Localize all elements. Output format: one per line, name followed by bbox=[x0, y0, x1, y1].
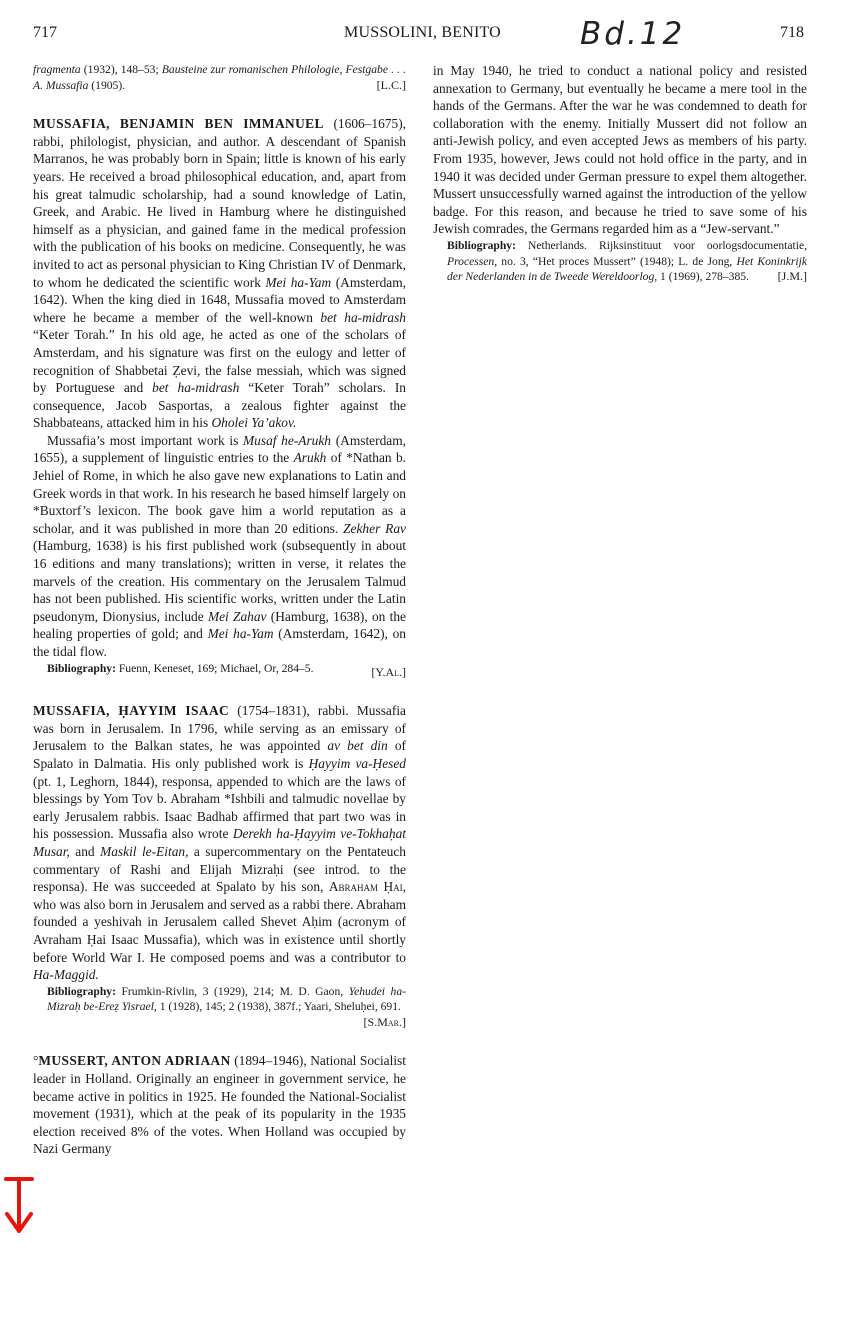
italic-title: Oholei Ya’akov. bbox=[211, 415, 297, 431]
page-number-right: 718 bbox=[780, 24, 804, 41]
italic-title: Processen, bbox=[447, 254, 498, 268]
text: “Keter Torah” scholars. In consequence, Jacob Sasportas, a zealous fighter against the Shabbateans, attacked him in his bbox=[33, 380, 406, 431]
entry-headword: MUSSAFIA, ḤAYYIM ISAAC bbox=[33, 703, 230, 719]
running-head bbox=[0, 16, 845, 52]
text: (Hamburg, 1638) is his first published work (subsequently in about 16 editions and many translations); written in verse, it relates the marvels of the creation. His commentary on the Jerusalem Talmud has not been published. His scientific works, written under the Latin pseudonym, Dionysius, include bbox=[33, 538, 406, 624]
bibliography-label: Bibliography: bbox=[447, 238, 516, 252]
entry-paragraph bbox=[33, 1052, 406, 1158]
entry-continuation: in May 1940, he tried to conduct a national policy and resisted annexation to Germany, but eventually he became a mere tool in the hands of the Germans. After the war he was condemned to death for collaboration with the enemy. Initially Mussert did not follow an anti-Jewish policy, and even accepted Jews as members of his party. From 1935, however, Jews could not hold office in the party, and in 1940 it was decided under German pressure to expel them altogether. Mussert unsuccessfully warned against the introduction of the yellow badge. For this reason, and because he tried to save some of his Jewish comrades, the Germans regarded him as a “Jew-servant.” bbox=[433, 63, 807, 237]
fragment-title: fragmenta bbox=[33, 63, 81, 76]
page-number-left: 717 bbox=[33, 24, 57, 41]
italic-term: bet ha-midrash bbox=[152, 380, 240, 396]
bibliography-text: no. 3, “Het proces Mussert” (1948); L. de Jong, bbox=[497, 254, 737, 268]
running-title: MUSSOLINI, BENITO bbox=[344, 24, 501, 41]
author-signature: [Y.Al.] bbox=[371, 664, 406, 679]
italic-term: av bet din bbox=[327, 738, 388, 754]
text: “Keter Torah.” In his old age, he acted as one of the scholars of Amsterdam, and his signature was first on the eulogy and letter of recognition of Shabbetai Ẓevi, the false messiah, which was signed by Portuguese and bbox=[33, 327, 406, 396]
fragment-title-2: Bausteine zur romanischen Philologie, Festgabe . . . A. Mussafia bbox=[33, 63, 406, 92]
italic-title: Mei Zahav bbox=[207, 608, 267, 624]
bibliography-label: Bibliography: bbox=[47, 661, 116, 675]
entry-paragraph bbox=[33, 432, 406, 661]
text: a supercommentary on the Pentateuch commentary of Rashi and Elijah Mizraḥi (see introd. to the responsa). He was succeeded at Spalato by his son, bbox=[33, 843, 406, 895]
italic-term: bet ha-midrash bbox=[320, 309, 406, 325]
text: (1754–1831), rabbi. Mussafia was born in Jerusalem. In 1796, while serving as an emissary of Jerusalem to the Balkan states, he was appointed bbox=[33, 703, 406, 754]
fragment-text: (1932), 148–53; bbox=[80, 63, 162, 76]
entry-headword: MUSSERT, ANTON ADRIAAN bbox=[38, 1053, 231, 1069]
italic-title: Ḥayyim va-Ḥesed bbox=[308, 755, 407, 771]
italic-title: Mei ha-Yam bbox=[207, 626, 274, 642]
entry-paragraph bbox=[33, 702, 406, 984]
text: (Hamburg, 1638), on the healing properties of gold; and bbox=[33, 608, 406, 642]
previous-entry-fragment bbox=[33, 62, 406, 93]
italic-title: Musaf he-Arukh bbox=[243, 432, 332, 448]
bibliography bbox=[433, 238, 807, 285]
handwritten-volume-note: Bd.12 bbox=[580, 16, 686, 52]
entry-headword: MUSSAFIA, BENJAMIN BEN IMMANUEL bbox=[33, 116, 324, 132]
bibliography-text: Netherlands. Rijksinstituut voor oorlogsdocumentatie, bbox=[515, 238, 807, 252]
italic-title: Arukh bbox=[293, 450, 327, 466]
text: (1606–1675), rabbi, philologist, physician, and author. A descendant of Spanish Marranos, he was probably born in Spain; little is known of his early years. He received a broad philosophical education, and, apart from his great talmudic scholarship, had a sound knowledge of Latin, Greek, and Arabic. He lived in Hamburg where he distinguished himself as a physician, and gained fame in the medical profession with the publication of his books on medicine. Consequently, he was invited to act as personal physician to King Christian IV of Denmark, to whom he dedicated the scientific work bbox=[33, 116, 407, 290]
entry-mussafia-benjamin bbox=[33, 115, 406, 680]
text: (Amsterdam, 1642). When the king died in 1648, Mussafia moved to Amsterdam where he became a member of the well-known bbox=[33, 274, 406, 325]
author-signature: [L.C.] bbox=[376, 77, 406, 92]
text: , who was also born in Jerusalem and served as a rabbi there. Abraham founded a yeshivah in Jerusalem called Shevet Aḥim (acronym of Avraham Ḥai Isaac Mussafia), which was in existence until shortly before World War I. He composed poems and was a contributor to bbox=[33, 879, 406, 965]
text: and bbox=[69, 843, 101, 859]
italic-title: Mei ha-Yam bbox=[265, 274, 332, 290]
text: of Spalato in Dalmatia. His only published work is bbox=[33, 738, 406, 771]
italic-title: Zekher Rav bbox=[343, 520, 406, 536]
italic-title: Ha-Maggid. bbox=[33, 967, 99, 983]
text: (Amsterdam, 1642), on the tidal flow. bbox=[33, 626, 406, 659]
text: (Amsterdam, 1655), a supplement of linguistic entries to the bbox=[33, 432, 406, 466]
author-signature: [J.M.] bbox=[777, 269, 807, 284]
bibliography bbox=[33, 984, 406, 1031]
entry-paragraph bbox=[33, 115, 406, 432]
bibliography-text: 1 (1969), 278–385. bbox=[657, 270, 749, 284]
entry-mussert bbox=[33, 1052, 406, 1158]
bibliography-label: Bibliography: bbox=[47, 984, 116, 998]
italic-title: Derekh ha-Ḥayyim ve-Tokhaḥat Musar, bbox=[33, 826, 406, 859]
bibliography-text: Frumkin-Rivlin, 3 (1929), 214; M. D. Gaon, bbox=[115, 984, 349, 998]
left-column bbox=[33, 62, 406, 1158]
italic-title: Yehudei ha-Mizraḥ be-Ereẓ Yisrael, bbox=[47, 984, 406, 1014]
italic-title: Het Koninkrijk der Nederlanden in de Tweede Wereldoorlog, bbox=[447, 254, 807, 284]
author-signature: [S.Mar.] bbox=[363, 1014, 406, 1029]
italic-title: Maskil le-Eitan, bbox=[100, 843, 189, 859]
cross-reference-name: Abraham Ḥai bbox=[328, 879, 403, 895]
fragment-text-2: (1905). bbox=[88, 78, 126, 92]
red-down-arrow-icon bbox=[4, 1176, 36, 1234]
text: (1894–1946), National Socialist leader in Holland. Originally an engineer in government service, he became active in politics in 1925. He founded the National-Socialist movement (1931), which at the peak of its popularity in the 1935 election received 8% of the votes. When Holland was occupied by Nazi Germany bbox=[33, 1053, 406, 1157]
bibliography bbox=[33, 661, 406, 681]
entry-mussafia-hayyim bbox=[33, 702, 406, 1030]
text: of *Nathan b. Jehiel of Rome, in which he also gave new explanations to Latin and Greek words in that work. In his research he based himself largely on *Buxtorf’s lexicon. The book gave him a world reputation as a scholar, and it was published in more than 20 editions. bbox=[33, 450, 407, 536]
right-column bbox=[433, 62, 807, 285]
non-jew-marker: ° bbox=[33, 1053, 39, 1069]
text: Mussafia’s most important work is bbox=[47, 432, 244, 448]
bibliography-text: 1 (1928), 145; 2 (1938), 387f.; Yaari, Sheluḥei, 691. bbox=[156, 1000, 401, 1014]
bibliography-text: Fuenn, Keneset, 169; Michael, Or, 284–5. bbox=[115, 661, 314, 675]
text: (pt. 1, Leghorn, 1844), responsa, appended to which are the laws of blessings by Yom Tov b. Abraham *Ishbili and talmudic novellae by early Jerusalem rabbis. Isaac Badhab affirmed that part two was in his possession. Mussafia also wrote bbox=[33, 773, 406, 842]
